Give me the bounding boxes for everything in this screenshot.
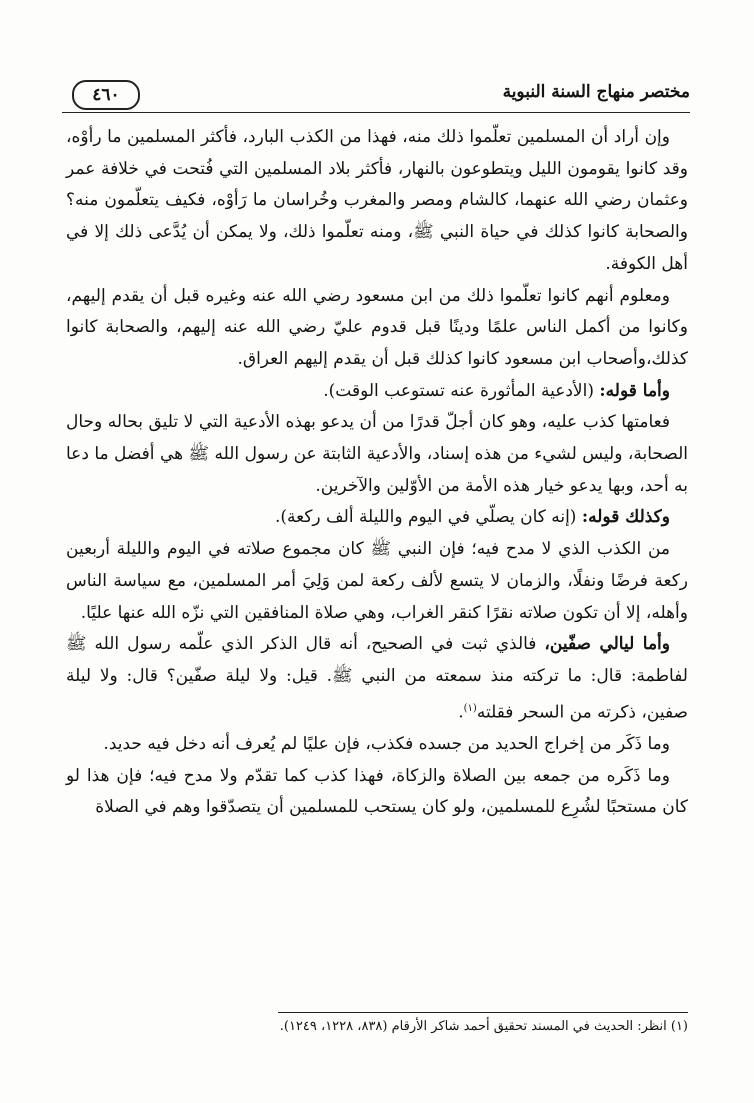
page-number: ٤٦٠	[72, 80, 140, 110]
paragraph: وما ذَكَر من إخراج الحديد من جسده فكذب، فإن عليًا لم يُعرف أنه دخل فيه حديد.	[103, 734, 670, 755]
paragraph: وإن أراد أن المسلمين تعلّموا ذلك منه، فهذا من الكذب البارد، فأكثر المسلمين ما رأوْه، وقد كانوا يقومون الليل ويتطوعون بالنهار، فأكثر بلاد المسلمين التي فُتحت في خلافة عمر وعثمان رضي الله عنهما، كالشام ومصر والمغرب وخُراسان ما رَأوْه، فكيف يتعلّمون منه؟ والصحابة كانوا كذلك في حياة النبي ﷺ، ومنه تعلّموا ذلك، ولا يمكن أن يُدَّعى ذلك إلا في أهل الكوفة.	[66, 127, 688, 274]
book-title: مختصر منهاج السنة النبوية	[502, 82, 690, 102]
footnote-divider	[278, 1012, 688, 1013]
paragraph: وما ذَكَره من جمعه بين الصلاة والزكاة، فهذا كذب كما تقدّم ولا مدح فيه؛ فإن هذا لو كان مستحبًا لشُرِع للمسلمين، ولو كان يستحب للمسلمين أن يتصدّقوا وهم في الصلاة	[66, 765, 688, 818]
body-text	[66, 122, 688, 824]
paragraph: من الكذب الذي لا مدح فيه؛ فإن النبي ﷺ كان مجموع صلاته في اليوم والليلة أربعين ركعة فرضًا ونفلًا، والزمان لا يتسع لألف ركعة لمن وَلِيَ أمر المسلمين، مع سياسة الناس وأهله، إلا أن تكون صلاته نقرًا كنقر الغراب، وهي صلاة المنافقين التي نزّه الله عنها عليًا.	[66, 539, 688, 623]
paragraph-lead: وكذلك قوله:	[581, 507, 670, 528]
paragraph	[66, 502, 688, 534]
paragraph-body: فالذي ثبت في الصحيح، أنه قال الذكر الذي علّمه رسول الله ﷺ لفاطمة: قال: ما تركته منذ سمعته من النبي ﷺ. قيل: ولا ليلة صفّين؟ قال: ولا ليلة صفين، ذكرته من السحر فقلته	[66, 634, 688, 723]
paragraph-quote: (إنه كان يصلّي في اليوم والليلة ألف ركعة).	[274, 507, 582, 528]
paragraph-quote: (الأدعية المأثورة عنه تستوعب الوقت).	[323, 380, 600, 401]
footnote: (١) انظر: الحديث في المسند تحقيق أحمد شاكر الأرقام (٨٣٨، ١٢٢٨، ١٢٤٩).	[279, 1019, 688, 1034]
paragraph	[66, 376, 688, 408]
paragraph: ومعلوم أنهم كانوا تعلّموا ذلك من ابن مسعود رضي الله عنه وغيره قبل أن يقدم إليهم، وكانوا من أكمل الناس علمًا ودينًا قبل قدوم عليّ رضي الله عنه إليهم، والصحابة كانوا كذلك،وأصحاب ابن مسعود كانوا كذلك قبل أن يقدم إليهم العراق.	[66, 285, 688, 369]
paragraph-lead: وأما قوله:	[599, 380, 670, 401]
footnote-reference[interactable]: (١)	[463, 702, 477, 714]
paragraph: فعامتها كذب عليه، وهو كان أجلّ قدرًا من أن يدعو بهذه الأدعية التي لا تليق بحاله وحال الصحابة، وليس لشيء من هذه إسناد، والأدعية الثابتة عن رسول الله ﷺ هي أفضل ما دعا به أحد، وبها يدعو خيار هذه الأمة من الأوّلين والآخرين.	[66, 412, 688, 496]
paragraph	[66, 629, 688, 729]
paragraph-lead: وأما ليالي صفّين،	[544, 634, 670, 655]
header-divider	[62, 112, 690, 113]
paragraph-tail: .	[458, 702, 464, 723]
page-header	[62, 80, 690, 110]
